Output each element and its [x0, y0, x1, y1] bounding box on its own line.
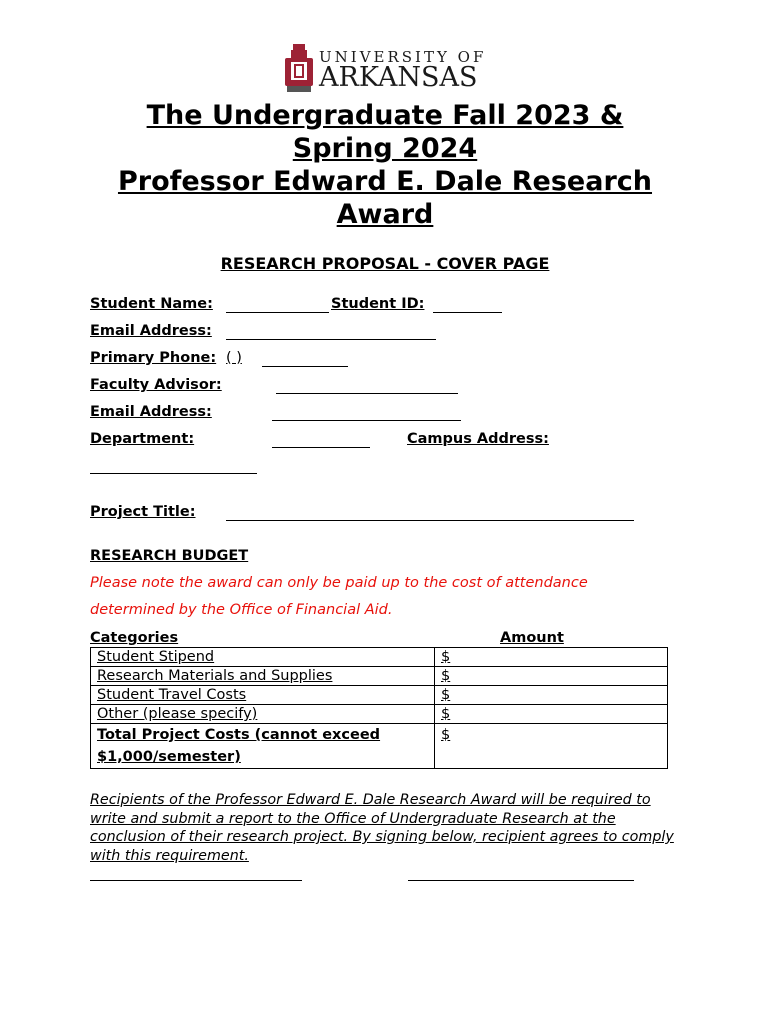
table-row — [91, 648, 668, 667]
budget-amount-cell[interactable]: $ — [435, 705, 668, 724]
title-line-2: Spring 2024 — [292, 133, 478, 164]
research-budget-heading: RESEARCH BUDGET — [90, 548, 249, 564]
table-row-total — [91, 724, 668, 769]
table-row — [91, 686, 668, 705]
department-label: Department: — [90, 431, 195, 447]
phone-area-code: ( ) — [226, 350, 242, 366]
email-label-advisor: Email Address: — [90, 404, 212, 420]
email-label-student: Email Address: — [90, 323, 212, 339]
title-line-1: The Undergraduate Fall 2023 & — [146, 100, 624, 131]
logo-arkansas: ARKANSAS — [319, 62, 478, 93]
student-id-input-line[interactable] — [433, 312, 502, 313]
student-name-label: Student Name: — [90, 296, 213, 312]
recipients-requirement-text: Recipients of the Professor Edward E. Dale Research Award will be required to write and submit a report to the Office of Undergraduate Research at the conclusion of their research project. By signing below, recipient agrees to comply with this requirement. — [90, 792, 674, 864]
faculty-advisor-input-line[interactable] — [276, 393, 458, 394]
budget-category-cell: Student Stipend — [91, 648, 435, 667]
budget-note-line-1: Please note the award can only be paid up to the cost of attendance — [90, 575, 588, 591]
department-input-line[interactable] — [272, 447, 370, 448]
primary-phone-label: Primary Phone: — [90, 350, 217, 366]
campus-address-input-line[interactable] — [90, 473, 257, 474]
project-title-label: Project Title: — [90, 504, 196, 520]
signature-line[interactable] — [90, 880, 302, 881]
university-logo — [283, 44, 489, 94]
budget-category-cell: Student Travel Costs — [91, 686, 435, 705]
date-signature-line[interactable] — [408, 880, 634, 881]
advisor-email-input-line[interactable] — [272, 420, 461, 421]
phone-input-line[interactable] — [262, 366, 348, 367]
student-id-label: Student ID: — [331, 296, 425, 312]
budget-note-line-2: determined by the Office of Financial Aid. — [90, 602, 393, 618]
project-title-input-line[interactable] — [226, 520, 634, 521]
budget-category-cell: Other (please specify) — [91, 705, 435, 724]
cover-page-subtitle: RESEARCH PROPOSAL - COVER PAGE — [220, 254, 550, 273]
student-name-input-line[interactable] — [226, 312, 329, 313]
budget-amount-cell[interactable]: $ — [435, 686, 668, 705]
budget-category-cell: Research Materials and Supplies — [91, 667, 435, 686]
total-costs-line-2: $1,000/semester) — [97, 749, 241, 765]
categories-column-header: Categories — [90, 630, 179, 646]
student-email-input-line[interactable] — [226, 339, 436, 340]
total-costs-cell — [91, 724, 435, 769]
faculty-advisor-label: Faculty Advisor: — [90, 377, 222, 393]
logo-university-of: UNIVERSITY OF — [319, 48, 487, 66]
total-amount-cell[interactable]: $ — [435, 724, 668, 769]
old-main-emblem-icon — [283, 44, 315, 94]
table-row — [91, 667, 668, 686]
table-row — [91, 705, 668, 724]
budget-table — [90, 647, 668, 769]
amount-column-header: Amount — [500, 630, 564, 646]
budget-amount-cell[interactable]: $ — [435, 648, 668, 667]
total-costs-line-1: Total Project Costs (cannot exceed — [97, 727, 381, 743]
title-line-4: Award — [336, 199, 434, 230]
campus-address-label: Campus Address: — [407, 431, 549, 447]
budget-amount-cell[interactable]: $ — [435, 667, 668, 686]
title-line-3: Professor Edward E. Dale Research — [117, 166, 653, 197]
